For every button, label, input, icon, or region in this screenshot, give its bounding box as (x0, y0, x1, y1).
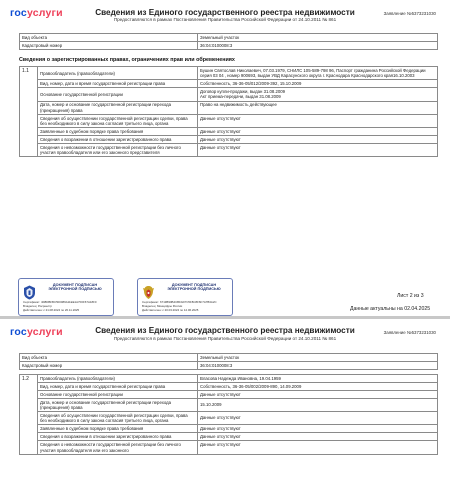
section-title: Сведения о зарегистрированных правах, ограничениях прав или обременениях (19, 57, 235, 63)
row-label: Заявленные в судебном порядке права требования (38, 425, 198, 433)
table-row (20, 88, 438, 101)
document-subtitle: Предоставляются в рамках Постановления Правительства Российской Федерации от 24.10.2011 № 861 (113, 17, 337, 22)
stamp-title: ДОКУМЕНТ ПОДПИСАН ЭЛЕКТРОННОЙ ПОДПИСЬЮ (167, 283, 221, 292)
table-row (20, 67, 438, 80)
stamp-owner: Владелец: Росреестр (23, 304, 53, 308)
coat-of-arms-icon (142, 285, 155, 300)
row-label: Основание государственной регистрации (38, 390, 198, 398)
row-value: Данные отсутствуют (198, 136, 438, 144)
rights-table (19, 66, 438, 157)
row-value: Собственность, 36-36-05/012/2009-392, 15.10.2009 (198, 80, 438, 88)
row-value: Данные отсутствуют (198, 433, 438, 441)
table-row (20, 128, 438, 136)
table-row (20, 433, 438, 441)
object-table (19, 353, 438, 370)
row-value: Бушин Святослав Николаевич, 07.03.1979, СНИЛС 105-589-798 96, Паспорт гражданина Российской Федерации серия 03 04 , номер 900693, выдан УВД Карасунского округа г. Краснодара Краснодарского края16.10.2003 (198, 67, 438, 80)
electronic-signature-stamp-1 (18, 278, 114, 316)
row-label: Сведения о возражении в отношении зарегистрированного права (38, 433, 198, 441)
stamp-certificate: Сертификат: 6713B90B4CBFAD7C5F8C8F6F7A7B3A2C (142, 300, 217, 304)
row-value: Данные отсутствуют (198, 441, 438, 454)
rosreestr-emblem-icon (23, 285, 36, 300)
document-subtitle: Предоставляются в рамках Постановления Правительства Российской Федерации от 24.10.2011 № 861 (113, 336, 337, 341)
row-label: Вид объекта (20, 354, 198, 362)
row-value: Данные отсутствуют (198, 425, 438, 433)
row-value: Данные отсутствуют (198, 144, 438, 157)
row-label: Сведения о невозможности государственной регистрации без личного участия правообладателя или его законного представителя (38, 144, 198, 157)
table-row (20, 390, 438, 398)
document-title: Сведения из Единого государственного реестра недвижимости (95, 8, 355, 17)
table-row (20, 382, 438, 390)
table-row (20, 375, 438, 383)
row-label: Правообладатель (правообладатели) (38, 67, 198, 80)
document-title: Сведения из Единого государственного реестра недвижимости (95, 326, 355, 335)
row-label: Сведения о невозможности государственной регистрации без личного участия правообладателя или его законного (38, 441, 198, 454)
entry-number: 1.2 (20, 375, 38, 455)
row-label: Вид, номер, дата и время государственной регистрации права (38, 80, 198, 88)
row-value: Власова Надежда Ивановна, 19.04.1959 (198, 375, 438, 383)
gosuslugi-logo: госуслуги (10, 7, 63, 19)
table-row (20, 361, 438, 369)
stamp-title: ДОКУМЕНТ ПОДПИСАН ЭЛЕКТРОННОЙ ПОДПИСЬЮ (48, 283, 102, 292)
table-row (20, 441, 438, 454)
table-row (20, 34, 438, 42)
row-label: Дата, номер и основание государственной регистрации перехода (прекращения) права (38, 101, 198, 114)
stamp-validity: Действителен: с 20.03.2024 по 12.06.2025 (142, 308, 199, 312)
row-value: Земельный участок (198, 34, 438, 42)
row-value: Данные отсутствуют (198, 412, 438, 425)
table-row (20, 144, 438, 157)
table-row (20, 80, 438, 88)
row-label: Сведения о возражении в отношении зарегистрированного права (38, 136, 198, 144)
table-row (20, 354, 438, 362)
table-row (20, 136, 438, 144)
row-value: Земельный участок (198, 354, 438, 362)
row-value: Договор купли-продажи, выдан 31.08.2009 Акт приема-передачи, выдан 31.08.2009 (198, 88, 438, 101)
row-label: Заявленные в судебном порядке права требования (38, 128, 198, 136)
statement-number: Заявление №5373231030 (383, 330, 436, 335)
data-actuality-date: Данные актуальны на 02.04.2025 (350, 306, 431, 312)
row-value: 36:04:0100008:3 (198, 41, 438, 49)
row-label: Вид объекта (20, 34, 198, 42)
stamp-validity: Действителен: с 21.08.2024 по 20.11.2025 (23, 308, 80, 312)
sheet-number: Лист 2 из 3 (397, 293, 424, 299)
table-row (20, 101, 438, 114)
row-value: 15.10.2009 (198, 398, 438, 411)
row-label: Кадастровый номер (20, 361, 198, 369)
table-row (20, 425, 438, 433)
row-label: Дата, номер и основание государственной регистрации перехода (прекращения) права (38, 398, 198, 411)
row-label: Основание государственной регистрации (38, 88, 198, 101)
document-page-2 (0, 319, 450, 480)
gosuslugi-logo: госуслуги (10, 326, 63, 338)
object-table (19, 33, 438, 50)
rights-table (19, 374, 438, 455)
row-label: Вид, номер, дата и время государственной регистрации права (38, 382, 198, 390)
row-value: Собственность, 36-36-05/002/2009-890, 14.09.2009 (198, 382, 438, 390)
table-row (20, 41, 438, 49)
electronic-signature-stamp-2 (137, 278, 233, 316)
row-value: Данные отсутствуют (198, 128, 438, 136)
row-value: Данные отсутствуют (198, 114, 438, 127)
row-value: Право на недвижимость действующее (198, 101, 438, 114)
stamp-owner: Владелец: Минцифры России (142, 304, 183, 308)
table-row (20, 412, 438, 425)
stamp-certificate: Сертификат: 4D8DBFBC500089A11EE1A7F0F67A18F0 (23, 300, 97, 304)
row-value: Данные отсутствуют (198, 390, 438, 398)
row-value: 36:04:0100008:3 (198, 361, 438, 369)
row-label: Кадастровый номер (20, 41, 198, 49)
statement-number: Заявление №5373231030 (383, 11, 436, 16)
row-label: Правообладатель (правообладатели) (38, 375, 198, 383)
entry-number: 1.1 (20, 67, 38, 157)
table-row (20, 398, 438, 411)
table-row (20, 114, 438, 127)
row-label: Сведения об осуществлении государственной регистрации сделки, права без необходимого в силу закона согласия третьего лица, органа (38, 114, 198, 127)
row-label: Сведения об осуществлении государственной регистрации сделки, права без необходимого в силу закона согласия третьего лица, органа (38, 412, 198, 425)
